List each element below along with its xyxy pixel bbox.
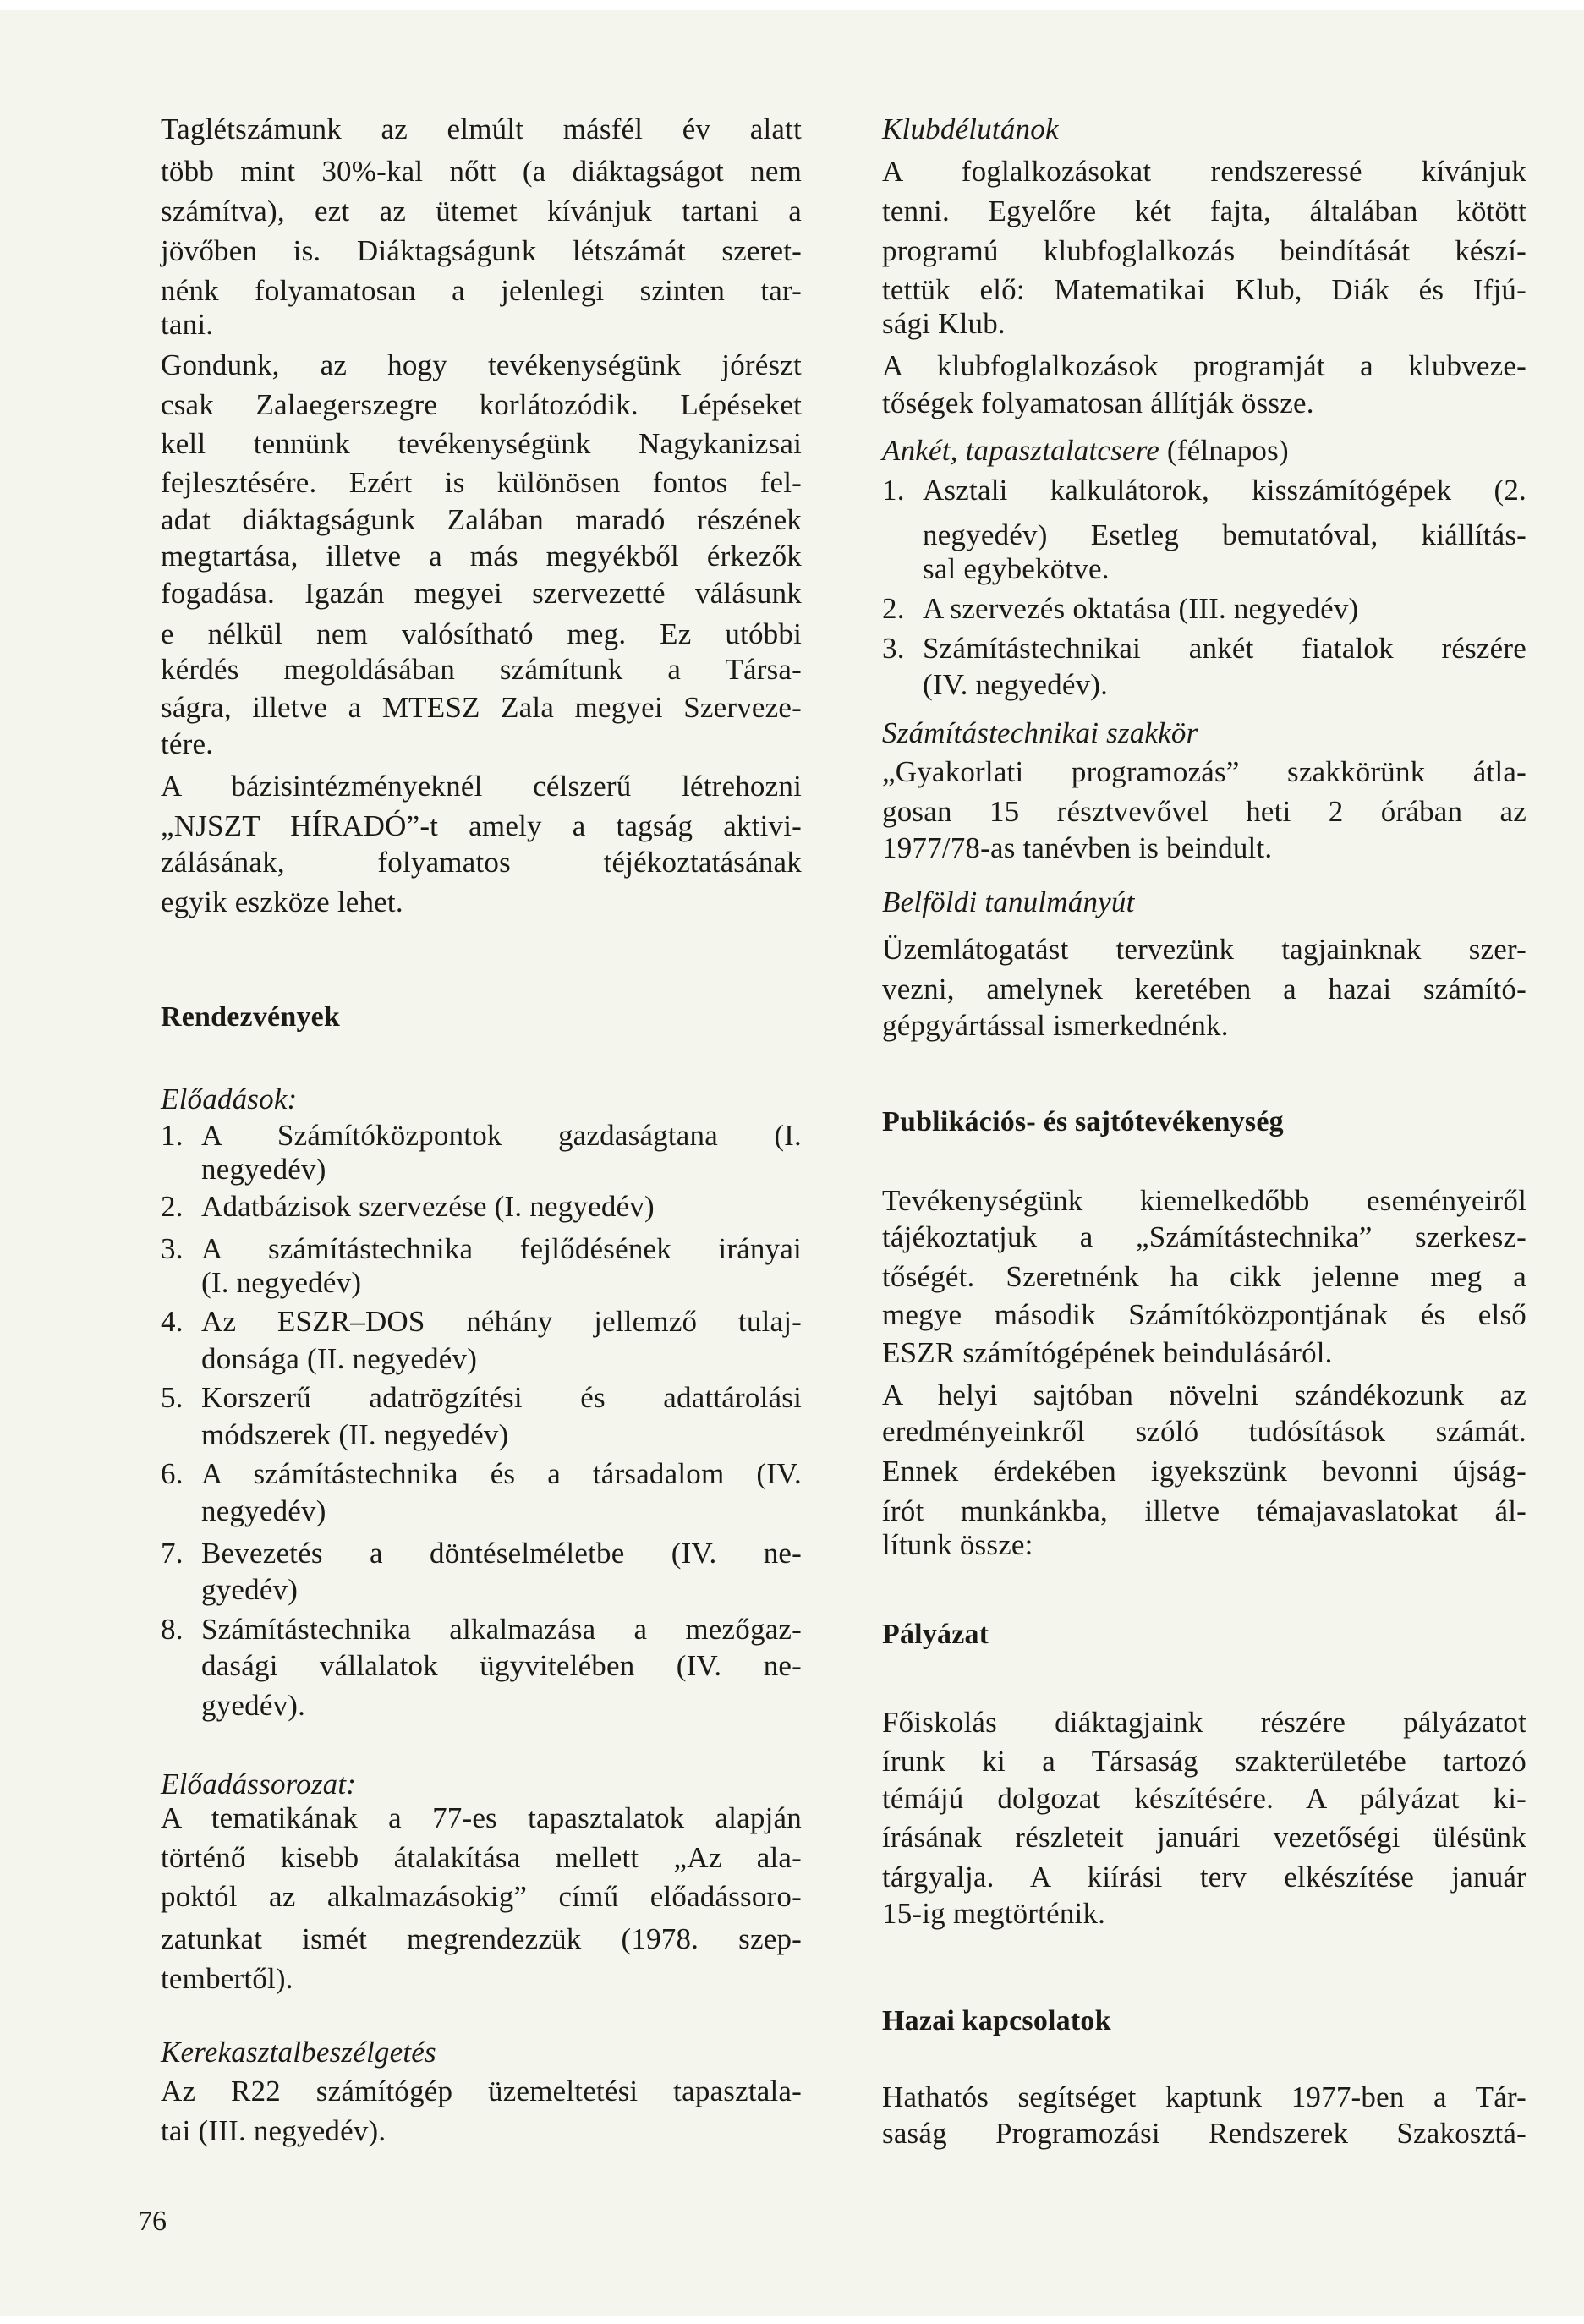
- body-line: Hathatós segítséget kaptunk 1977-ben a Tár-: [882, 2080, 1526, 2113]
- body-line: írunk ki a Társaság szakterületébe tartozó: [882, 1745, 1526, 1778]
- body-line: tani.: [161, 308, 214, 341]
- list-item-text: A szervezés oktatása (III. negyedév): [923, 592, 1359, 625]
- body-line: eredményeinkről szóló tudósítások számát.: [882, 1415, 1526, 1448]
- body-line: tájékoztatjuk a „Számítástechnika” szerkesz-: [882, 1220, 1526, 1253]
- body-line: kell tennünk tevékenységünk Nagykanizsai: [161, 427, 802, 460]
- body-line: megtartása, illetve a más megyékből érkezők: [161, 540, 802, 573]
- body-line: Főiskolás diáktagjaink részére pályázatot: [882, 1706, 1526, 1739]
- body-line: írót munkánkba, illetve témajavaslatokat ál-: [882, 1494, 1526, 1527]
- anket-label-suffix: (félnapos): [1159, 434, 1289, 467]
- page-number: 76: [138, 2206, 167, 2237]
- list-item: [161, 1188, 802, 1225]
- list-number: 4.: [161, 1305, 184, 1338]
- list-item: [161, 1231, 802, 1268]
- body-line: megye második Számítóközpontjának és első: [882, 1298, 1526, 1331]
- body-line: jövőben is. Diáktagságunk létszámát szeret-: [161, 234, 802, 267]
- body-line: 1977/78-as tanévben is beindult.: [882, 831, 1273, 864]
- body-line: Az R22 számítógép üzemeltetési tapasztala-: [161, 2075, 802, 2107]
- list-item: [161, 1379, 802, 1417]
- body-line: A tematikának a 77-es tapasztalatok alapján: [161, 1801, 802, 1834]
- list-item: [161, 1455, 802, 1493]
- list-item-continuation: negyedév) Esetleg bemutatóval, kiállítás-: [923, 518, 1526, 551]
- body-line: fogadása. Igazán megyei szervezetté válásunk: [161, 577, 802, 610]
- section-heading-publikacio: Publikációs- és sajtótevékenység: [882, 1106, 1284, 1137]
- list-number: 8.: [161, 1613, 184, 1646]
- list-number: 3.: [161, 1232, 184, 1265]
- body-line: tére.: [161, 727, 214, 760]
- body-line: A helyi sajtóban növelni szándékozunk az: [882, 1379, 1526, 1411]
- body-line: sági Klub.: [882, 307, 1006, 340]
- section-heading-rendezvenyek: Rendezvények: [161, 1001, 341, 1033]
- body-line: Tevékenységünk kiemelkedőbb eseményeiről: [882, 1184, 1526, 1217]
- body-line: számítva), ezt az ütemet kívánjuk tartani a: [161, 195, 802, 227]
- section-heading-palyazat: Pályázat: [882, 1619, 989, 1650]
- list-item-continuation: negyedév): [201, 1494, 326, 1527]
- list-item: [161, 1611, 802, 1648]
- body-line: poktól az alkalmazásokig” című előadássoro-: [161, 1880, 802, 1913]
- body-line: Gondunk, az hogy tevékenységünk jórészt: [161, 348, 802, 381]
- body-line: több mint 30%-kal nőtt (a diáktagságot nem: [161, 155, 802, 188]
- list-item-text: Adatbázisok szervezése (I. negyedév): [201, 1190, 655, 1223]
- body-line: Üzemlátogatást tervezünk tagjainknak szer-: [882, 933, 1526, 966]
- body-line: A klubfoglalkozások programját a klubveze-: [882, 349, 1526, 382]
- list-item-text: A Számítóközpontok gazdaságtana (I.: [201, 1119, 802, 1152]
- list-number: 2.: [161, 1190, 184, 1223]
- list-item-text: A számítástechnika és a társadalom (IV.: [201, 1457, 802, 1490]
- body-line: adat diáktagságunk Zalában maradó részének: [161, 503, 802, 536]
- body-line: vezni, amelynek keretében a hazai számító-: [882, 973, 1526, 1006]
- body-line: saság Programozási Rendszerek Szakosztá-: [882, 2117, 1526, 2150]
- body-line: témájú dolgozat készítésére. A pályázat ki-: [882, 1782, 1526, 1815]
- body-line: tai (III. negyedév).: [161, 2114, 386, 2147]
- anket-label: Ankét, tapasztalatcsere: [882, 434, 1159, 467]
- list-item-text: Korszerű adatrögzítési és adattárolási: [201, 1381, 802, 1414]
- body-line: tőségét. Szeretnénk ha cikk jelenne meg a: [882, 1260, 1526, 1293]
- list-item-text: Asztali kalkulátorok, kisszámítógépek (2.: [923, 474, 1526, 507]
- list-item-continuation: gyedév): [201, 1573, 299, 1606]
- section-heading-hazai: Hazai kapcsolatok: [882, 2005, 1111, 2036]
- subheading-eloadassorozat: Előadássorozat:: [161, 1768, 357, 1801]
- body-line: gépgyártással ismerkednénk.: [882, 1009, 1229, 1042]
- list-item-continuation: negyedév): [201, 1153, 326, 1186]
- body-line: e nélkül nem valósítható meg. Ez utóbbi: [161, 617, 802, 650]
- body-line: tenni. Egyelőre két fajta, általában kötött: [882, 195, 1526, 227]
- body-line: történő kisebb átalakítása mellett „Az ala-: [161, 1841, 802, 1874]
- body-line: fejlesztésére. Ezért is különösen fontos fel-: [161, 466, 802, 499]
- list-item-text: Számítástechnika alkalmazása a mezőgaz-: [201, 1613, 802, 1646]
- list-number: 7.: [161, 1537, 184, 1570]
- list-item-continuation: (I. negyedév): [201, 1266, 362, 1299]
- body-line: zatunkat ismét megrendezzük (1978. szep-: [161, 1922, 802, 1955]
- list-number: 1.: [882, 474, 905, 507]
- body-line: Taglétszámunk az elmúlt másfél év alatt: [161, 112, 802, 145]
- body-line: tembertől).: [161, 1962, 293, 1995]
- list-item: [882, 630, 1526, 667]
- body-line: írásának részleteit januári vezetőségi ülésünk: [882, 1821, 1526, 1854]
- body-line: gosan 15 résztvevővel heti 2 órában az: [882, 795, 1526, 828]
- body-line: „Gyakorlati programozás” szakkörünk átla-: [882, 755, 1526, 788]
- body-line: ságra, illetve a MTESZ Zala megyei Szerveze-: [161, 691, 802, 724]
- subheading-klubdelutanok: Klubdélutánok: [882, 112, 1059, 145]
- subheading-eloadasok: Előadások:: [161, 1083, 298, 1115]
- subheading-kerekasztal: Kerekasztalbeszélgetés: [161, 2036, 436, 2069]
- list-number: 5.: [161, 1381, 184, 1414]
- list-item-continuation: módszerek (II. negyedév): [201, 1418, 509, 1451]
- body-line: egyik eszköze lehet.: [161, 885, 403, 918]
- list-item: [882, 590, 1526, 628]
- subheading-belfoldi: Belföldi tanulmányút: [882, 885, 1135, 918]
- subheading-anket: [882, 432, 1526, 469]
- list-number: 6.: [161, 1457, 184, 1490]
- body-line: csak Zalaegerszegre korlátozódik. Lépéseket: [161, 388, 802, 421]
- body-line: zálásának, folyamatos téjékoztatásának: [161, 846, 802, 879]
- list-item: [161, 1535, 802, 1572]
- subheading-szakkor: Számítástechnikai szakkör: [882, 716, 1198, 749]
- list-item-continuation: gyedév).: [201, 1689, 306, 1722]
- body-line: programú klubfoglalkozás beindítását készí-: [882, 234, 1526, 267]
- list-item-text: Az ESZR–DOS néhány jellemző tulaj-: [201, 1305, 802, 1338]
- body-line: ESZR számítógépének beindulásáról.: [882, 1336, 1333, 1369]
- body-line: A foglalkozásokat rendszeressé kívánjuk: [882, 155, 1526, 188]
- body-line: 15-ig megtörténik.: [882, 1897, 1106, 1930]
- body-line: kérdés megoldásában számítunk a Társa-: [161, 653, 802, 686]
- list-item-continuation: donsága (II. negyedév): [201, 1342, 478, 1375]
- list-number: 1.: [161, 1119, 184, 1152]
- list-item-text: A számítástechnika fejlődésének irányai: [201, 1232, 802, 1265]
- list-number: 2.: [882, 592, 905, 625]
- body-line: A bázisintézményeknél célszerű létrehozni: [161, 770, 802, 803]
- list-item-continuation: dasági vállalatok ügyvitelében (IV. ne-: [201, 1649, 802, 1682]
- list-item: [161, 1303, 802, 1340]
- body-line: nénk folyamatosan a jelenlegi szinten tar-: [161, 274, 802, 307]
- list-item: [161, 1117, 802, 1154]
- list-number: 3.: [882, 632, 905, 665]
- body-line: lítunk össze:: [882, 1528, 1033, 1561]
- list-item-continuation: sal egybekötve.: [923, 552, 1110, 585]
- list-item: [882, 472, 1526, 509]
- list-item-text: Bevezetés a döntéselméletbe (IV. ne-: [201, 1537, 802, 1570]
- list-item-text: Számítástechnikai ankét fiatalok részére: [923, 632, 1526, 665]
- body-line: tőségek folyamatosan állítják össze.: [882, 386, 1314, 419]
- body-line: tettük elő: Matematikai Klub, Diák és Ifjú-: [882, 273, 1526, 306]
- body-line: Ennek érdekében igyekszünk bevonni újság-: [882, 1455, 1526, 1488]
- list-item-continuation: (IV. negyedév).: [923, 668, 1109, 701]
- body-line: tárgyalja. A kiírási terv elkészítése január: [882, 1861, 1526, 1894]
- body-line: „NJSZT HÍRADÓ”-t amely a tagság aktivi-: [161, 809, 802, 842]
